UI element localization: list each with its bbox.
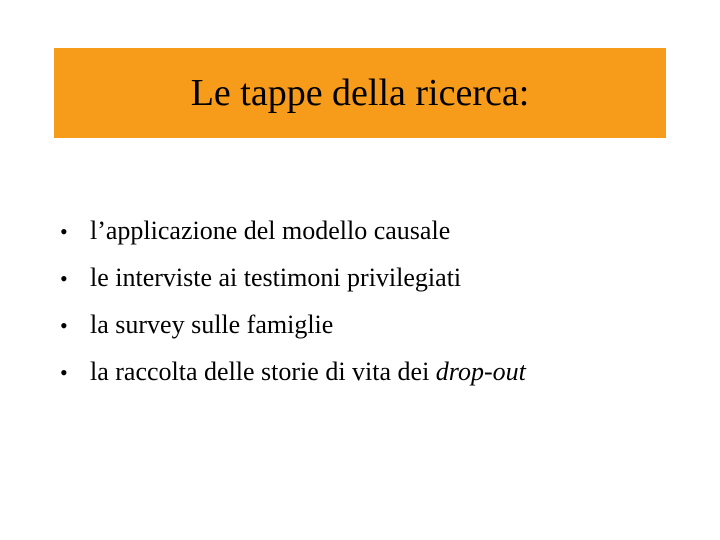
bullet-text	[90, 349, 526, 395]
bullet-text-emphasis: drop-out	[435, 357, 526, 386]
bullet-icon: •	[60, 360, 68, 385]
bullet-text-main: l’applicazione del modello causale	[90, 216, 451, 245]
title-banner	[54, 48, 666, 138]
list-item	[60, 349, 526, 396]
bullet-text-main: le interviste ai testimoni privilegiati	[90, 263, 462, 292]
bullet-list	[60, 208, 526, 396]
bullet-icon: •	[60, 219, 68, 244]
bullet-text-main: la raccolta delle storie di vita dei	[90, 357, 436, 386]
slide-title: Le tappe della ricerca:	[190, 72, 530, 114]
list-item	[60, 255, 526, 302]
list-item	[60, 208, 526, 255]
bullet-icon: •	[60, 266, 68, 291]
bullet-icon: •	[60, 313, 68, 338]
bullet-text-main: la survey sulle famiglie	[90, 310, 334, 339]
bullet-text	[90, 208, 450, 254]
list-item	[60, 302, 526, 349]
bullet-text	[90, 255, 461, 301]
bullet-text	[90, 302, 333, 348]
